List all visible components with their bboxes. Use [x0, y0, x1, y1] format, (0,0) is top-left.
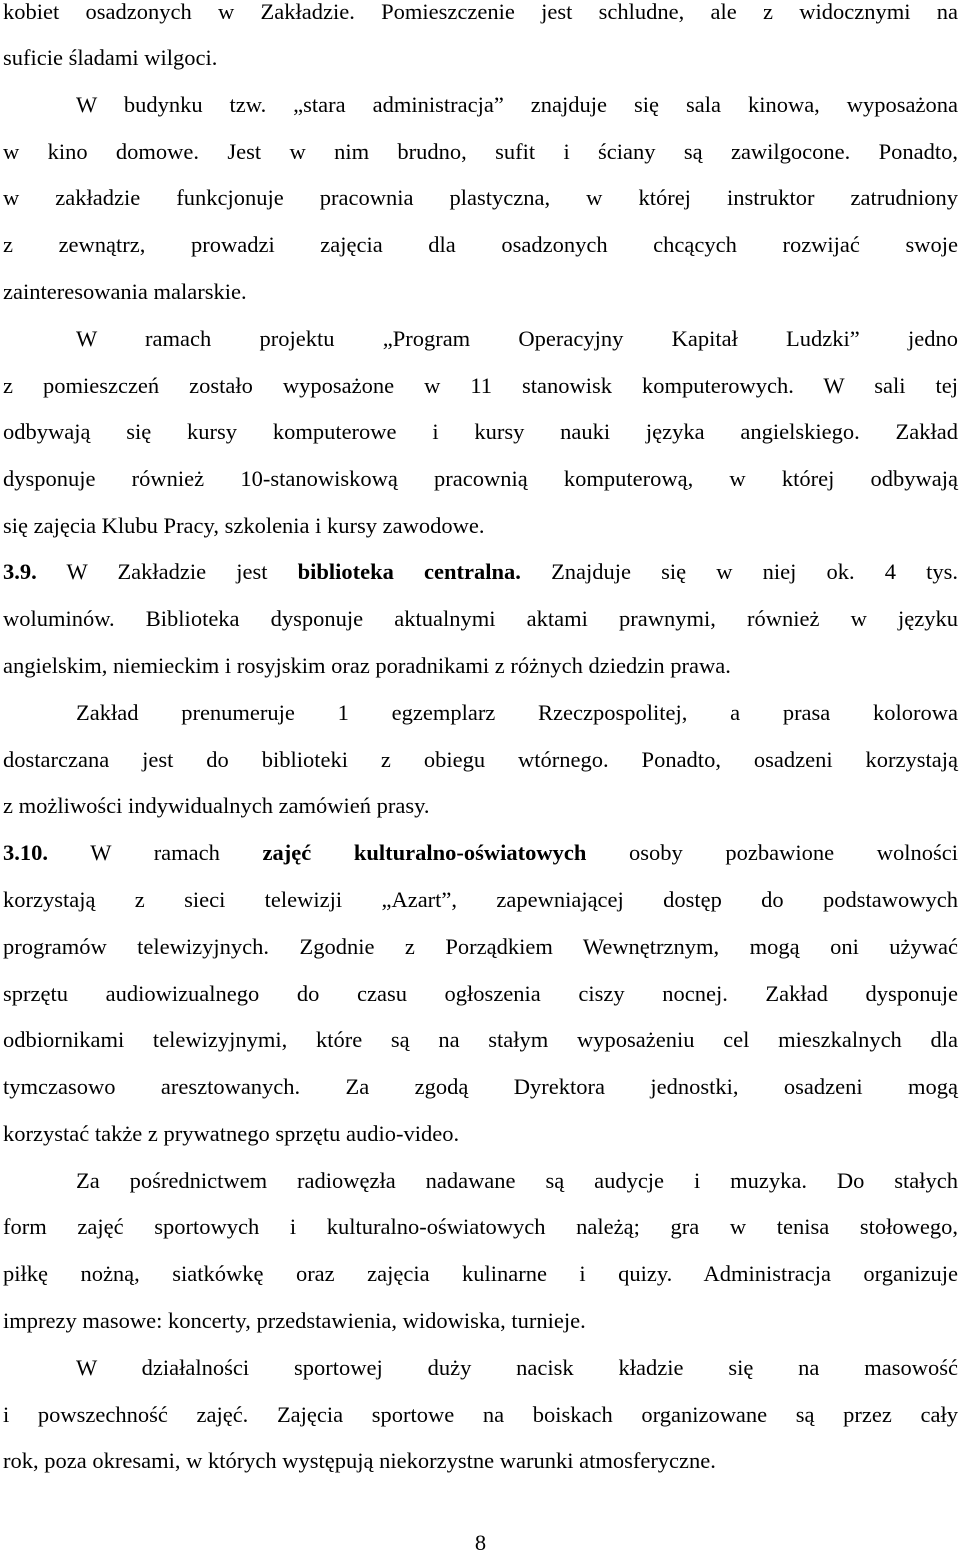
text-line: Zakład prenumeruje 1 egzemplarz Rzeczpospolitej, a prasa kolorowa [76, 700, 958, 725]
document-page [3, 0, 958, 1554]
section-3-9-first-line [3, 557, 958, 587]
text-line: korzystać także z prywatnego sprzętu audio-video. [3, 1121, 460, 1146]
text-run: W Zakładzie jest [66, 559, 268, 584]
text-line: W ramach projektu „Program Operacyjny Kapitał Ludzki” jedno [76, 326, 958, 351]
text-line: rok, poza okresami, w których występują niekorzystne warunki atmosferyczne. [3, 1448, 716, 1473]
text-line: W działalności sportowej duży nacisk kładzie się na masowość [76, 1355, 958, 1380]
text-run: osoby pozbawione wolności [629, 840, 959, 865]
text-line: korzystają z sieci telewizji „Azart”, zapewniającej dostęp do podstawowych [3, 887, 958, 912]
text-line: suficie śladami wilgoci. [3, 45, 218, 70]
bold-term: zajęć kulturalno-oświatowych [262, 840, 587, 865]
text-line: form zajęć sportowych i kulturalno-oświatowych należą; gra w tenisa stołowego, [3, 1214, 958, 1239]
text-line: w kino domowe. Jest w nim brudno, sufit i ściany są zawilgocone. Ponadto, [3, 139, 958, 164]
text-line: kobiet osadzonych w Zakładzie. Pomieszczenie jest schludne, ale z widocznymi na [3, 0, 958, 24]
text-line: tymczasowo aresztowanych. Za zgodą Dyrektora jednostki, osadzeni mogą [3, 1074, 958, 1099]
text-line: w zakładzie funkcjonuje pracownia plastyczna, w której instruktor zatrudniony [3, 185, 958, 210]
text-line: odbiornikami telewizyjnymi, które są na stałym wyposażeniu cel mieszkalnych dla [3, 1027, 958, 1052]
text-line: imprezy masowe: koncerty, przedstawienia, widowiska, turnieje. [3, 1308, 586, 1333]
text-line: dostarczana jest do biblioteki z obiegu wtórnego. Ponadto, osadzeni korzystają [3, 747, 958, 772]
text-line: woluminów. Biblioteka dysponuje aktualnymi aktami prawnymi, również w języku [3, 606, 958, 631]
page-number: 8 [474, 1530, 487, 1555]
text-line: i powszechność zajęć. Zajęcia sportowe na boiskach organizowane są przez cały [3, 1402, 958, 1427]
text-line: piłkę nożną, siatkówkę oraz zajęcia kulinarne i quizy. Administracja organizuje [3, 1261, 958, 1286]
section-number: 3.9. [3, 559, 37, 584]
text-line: z pomieszczeń zostało wyposażone w 11 stanowisk komputerowych. W sali tej [3, 373, 958, 398]
text-line: W budynku tzw. „stara administracja” znajduje się sala kinowa, wyposażona [76, 92, 958, 117]
text-line: sprzętu audiowizualnego do czasu ogłoszenia ciszy nocnej. Zakład dysponuje [3, 981, 958, 1006]
bold-term: biblioteka centralna. [297, 559, 521, 584]
text-run: W ramach [90, 840, 220, 865]
text-line: odbywają się kursy komputerowe i kursy nauki języka angielskiego. Zakład [3, 419, 958, 444]
text-line: z możliwości indywidualnych zamówień prasy. [3, 793, 430, 818]
text-line: z zewnątrz, prowadzi zajęcia dla osadzonych chcących rozwijać swoje [3, 232, 958, 257]
text-line: programów telewizyjnych. Zgodnie z Porządkiem Wewnętrznym, mogą oni używać [3, 934, 958, 959]
section-number: 3.10. [3, 840, 48, 865]
text-run: Znajduje się w niej ok. 4 tys. [551, 559, 959, 584]
text-line: angielskim, niemieckim i rosyjskim oraz poradnikami z różnych dziedzin prawa. [3, 653, 731, 678]
text-line: się zajęcia Klubu Pracy, szkolenia i kursy zawodowe. [3, 513, 485, 538]
text-line: zainteresowania malarskie. [3, 279, 247, 304]
text-line: dysponuje również 10-stanowiskową pracownią komputerową, w której odbywają [3, 466, 958, 491]
text-line: Za pośrednictwem radiowęzła nadawane są audycje i muzyka. Do stałych [76, 1168, 958, 1193]
section-3-10-first-line [3, 838, 958, 868]
